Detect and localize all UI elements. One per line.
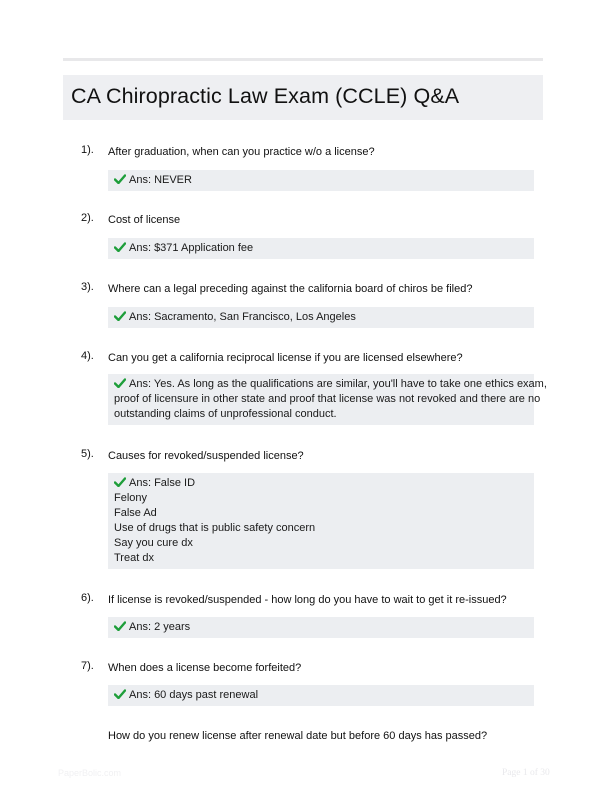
answer-line — [114, 688, 528, 703]
check-icon — [114, 174, 126, 184]
top-divider — [63, 58, 543, 61]
check-icon — [114, 689, 126, 699]
answer-line — [114, 377, 547, 392]
question-number: 3). — [81, 281, 94, 293]
question-text: Causes for revoked/suspended license? — [108, 450, 304, 462]
check-icon — [114, 311, 126, 321]
answer-text: Ans: False ID — [129, 477, 196, 489]
question-text: When does a license become forfeited? — [108, 662, 302, 674]
question-number: 5). — [81, 448, 94, 460]
question-number: 4). — [81, 350, 94, 362]
footer-watermark: PaperBolic.com — [58, 768, 122, 778]
question-number: 1). — [81, 144, 94, 156]
answer-line: Felony — [114, 492, 148, 504]
answer-line — [114, 241, 528, 256]
check-icon — [114, 378, 126, 388]
question-number: 2). — [81, 212, 94, 224]
answer-box — [108, 473, 534, 569]
answer-text: Ans: 60 days past renewal — [129, 689, 259, 701]
check-icon — [114, 621, 126, 631]
answer-line: proof of licensure in other state and proof that license was not revoked and there are no — [114, 393, 541, 405]
answer-box — [108, 238, 534, 259]
answer-line — [114, 476, 528, 491]
answer-text: Ans: Yes. As long as the qualifications are similar, you'll have to take one ethics exam, — [129, 378, 547, 390]
answer-line: Treat dx — [114, 552, 154, 564]
answer-text: Ans: 2 years — [129, 621, 191, 633]
page-title: CA Chiropractic Law Exam (CCLE) Q&A — [71, 84, 460, 108]
question-text: Can you get a california reciprocal license if you are licensed elsewhere? — [108, 352, 463, 364]
answer-text: Ans: Sacramento, San Francisco, Los Angeles — [129, 311, 356, 323]
answer-line: Say you cure dx — [114, 537, 193, 549]
answer-line: False Ad — [114, 507, 157, 519]
answer-text: Ans: NEVER — [129, 174, 192, 186]
answer-box — [108, 685, 534, 706]
answer-line: outstanding claims of unprofessional conduct. — [114, 408, 337, 420]
answer-box — [108, 170, 534, 191]
question-text: If license is revoked/suspended - how long do you have to wait to get it re-issued? — [108, 594, 507, 606]
answer-line: Use of drugs that is public safety concern — [114, 522, 316, 534]
question-text: After graduation, when can you practice w/o a license? — [108, 146, 375, 158]
check-icon — [114, 242, 126, 252]
question-text: Cost of license — [108, 214, 181, 226]
answer-box — [108, 617, 534, 638]
answer-line — [114, 173, 528, 188]
check-icon — [114, 477, 126, 487]
answer-text: Ans: $371 Application fee — [129, 242, 254, 254]
answer-box — [108, 374, 547, 425]
question-number: 6). — [81, 592, 94, 604]
answer-line — [114, 620, 528, 635]
question-text: Where can a legal preceding against the california board of chiros be filed? — [108, 283, 473, 295]
question-text: How do you renew license after renewal date but before 60 days has passed? — [108, 730, 488, 742]
answer-box — [108, 307, 534, 328]
answer-line — [114, 310, 528, 325]
title-band — [63, 75, 543, 120]
page-number: Page 1 of 30 — [502, 768, 550, 778]
question-number: 7). — [81, 660, 94, 672]
